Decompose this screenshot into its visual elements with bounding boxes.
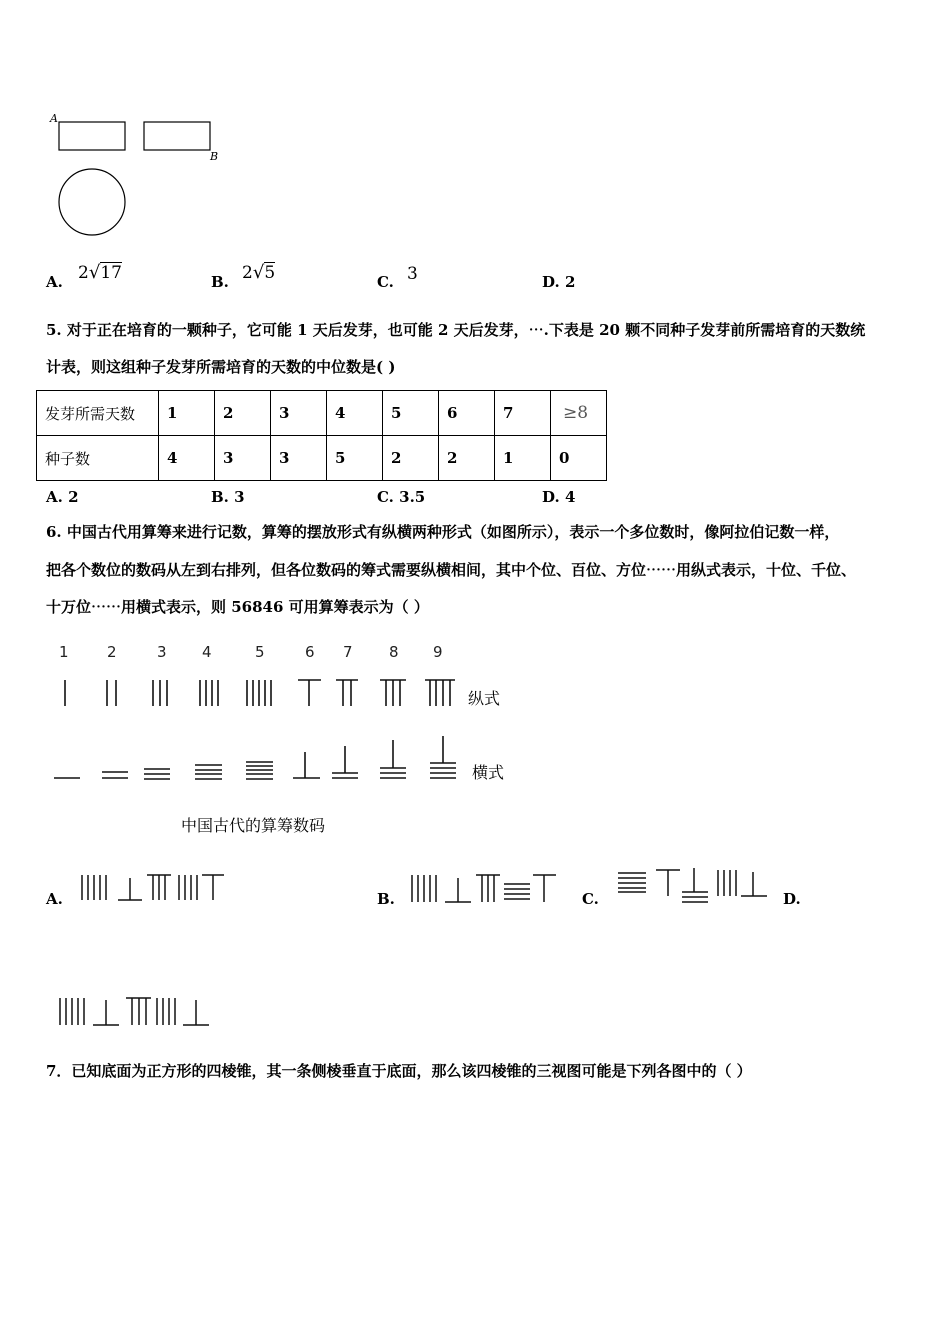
top-figure bbox=[40, 110, 240, 245]
q6-option-b[interactable]: B. bbox=[377, 890, 395, 908]
label-a: A bbox=[50, 112, 58, 125]
digit-label: 5 bbox=[255, 643, 265, 661]
q6-option-c[interactable]: C. bbox=[582, 890, 599, 908]
vertical-8 bbox=[380, 680, 406, 706]
horizontal-form-label: 横式 bbox=[472, 763, 505, 782]
q6-option-b-rods bbox=[408, 870, 560, 906]
q5-table bbox=[36, 390, 607, 481]
vertical-7 bbox=[336, 680, 358, 706]
q4-option-a-value: 2√17 bbox=[78, 262, 122, 283]
digit-label: 2 bbox=[107, 643, 117, 661]
table-header-counts: 种子数 bbox=[37, 436, 159, 481]
table-row-days bbox=[37, 391, 607, 436]
horizontal-7 bbox=[332, 746, 358, 778]
table-cell: 3 bbox=[271, 391, 327, 436]
table-cell: 2 bbox=[439, 436, 495, 481]
digit-label: 4 bbox=[202, 643, 212, 661]
q5-line-2: 计表，则这组种子发芽所需培育的天数的中位数是( ) bbox=[46, 358, 396, 376]
figure-caption: 中国古代的算筹数码 bbox=[181, 816, 326, 835]
q6-option-a[interactable]: A. bbox=[46, 890, 63, 908]
q6-line-2: 把各个数位的数码从左到右排列，但各位数码的筹式需要纵横相间，其中个位、百位、方位⋯⋯用纵式表示，十位、千位、 bbox=[46, 561, 857, 579]
q5-option-a[interactable]: A. 2 bbox=[46, 488, 79, 506]
digit-label: 7 bbox=[343, 643, 353, 661]
label-b: B bbox=[210, 150, 219, 163]
table-row-counts bbox=[37, 436, 607, 481]
horizontal-8 bbox=[380, 740, 406, 778]
digit-label: 6 bbox=[305, 643, 315, 661]
horizontal-4 bbox=[195, 765, 222, 779]
table-cell: 2 bbox=[383, 436, 439, 481]
table-cell: 0 bbox=[551, 436, 607, 481]
table-cell: 2 bbox=[215, 391, 271, 436]
q5-option-d[interactable]: D. 4 bbox=[542, 488, 576, 506]
horizontal-3 bbox=[144, 769, 170, 779]
circle bbox=[59, 169, 125, 235]
digit-label: 3 bbox=[157, 643, 167, 661]
q4-option-b-value: 2√5 bbox=[242, 262, 276, 283]
q6-option-c-rods bbox=[614, 864, 770, 908]
table-cell: 7 bbox=[495, 391, 551, 436]
q7-text: 7．已知底面为正方形的四棱锥，其一条侧棱垂直于底面，那么该四棱锥的三视图可能是下列各图中的（ ） bbox=[46, 1062, 752, 1080]
table-cell: 5 bbox=[383, 391, 439, 436]
digit-label: 8 bbox=[389, 643, 399, 661]
vertical-4 bbox=[200, 680, 218, 706]
vertical-3 bbox=[153, 680, 167, 706]
horizontal-5 bbox=[246, 762, 273, 779]
q5-line-1: 5. 对于正在培育的一颗种子，它可能 1 天后发芽，也可能 2 天后发芽，⋯.下表是 20 颗不同种子发芽前所需培育的天数统 bbox=[46, 321, 866, 339]
q5-option-b[interactable]: B. 3 bbox=[211, 488, 245, 506]
q6-option-d[interactable]: D. bbox=[783, 890, 801, 908]
horizontal-9 bbox=[430, 736, 456, 778]
q5-option-c[interactable]: C. 3.5 bbox=[377, 488, 426, 506]
vertical-5 bbox=[247, 680, 271, 706]
digit-label: 9 bbox=[433, 643, 443, 661]
digit-label: 1 bbox=[59, 643, 69, 661]
vertical-9 bbox=[425, 680, 455, 706]
rectangle-a bbox=[59, 122, 125, 150]
vertical-form-label: 纵式 bbox=[468, 689, 501, 708]
table-cell: 5 bbox=[327, 436, 383, 481]
table-cell: 4 bbox=[327, 391, 383, 436]
horizontal-2 bbox=[102, 772, 128, 778]
table-cell: 6 bbox=[439, 391, 495, 436]
table-cell: 3 bbox=[215, 436, 271, 481]
q6-option-d-rods bbox=[56, 992, 216, 1032]
table-header-days: 发芽所需天数 bbox=[37, 391, 159, 436]
horizontal-6 bbox=[293, 752, 320, 778]
table-cell: ≥8 bbox=[551, 391, 607, 436]
q6-line-1: 6. 中国古代用算筹来进行记数，算筹的摆放形式有纵横两种形式（如图所示），表示一个多位数时，像阿拉伯记数一样， bbox=[46, 523, 840, 541]
table-cell: 4 bbox=[159, 436, 215, 481]
vertical-2 bbox=[107, 680, 116, 706]
rod-numeral-figure bbox=[40, 670, 470, 790]
q4-option-c[interactable]: C. bbox=[377, 273, 394, 291]
q4-option-a[interactable]: A. bbox=[46, 273, 63, 291]
q4-option-b[interactable]: B. bbox=[211, 273, 229, 291]
q4-option-d[interactable]: D. 2 bbox=[542, 273, 576, 291]
q6-option-a-rods bbox=[78, 870, 228, 906]
table-cell: 1 bbox=[495, 436, 551, 481]
vertical-6 bbox=[298, 680, 321, 706]
table-cell: 3 bbox=[271, 436, 327, 481]
q6-line-3: 十万位⋯⋯用横式表示，则 56846 可用算筹表示为（ ） bbox=[46, 598, 429, 616]
table-cell: 1 bbox=[159, 391, 215, 436]
rectangle-b bbox=[144, 122, 210, 150]
q4-option-c-value: 3 bbox=[407, 264, 418, 284]
